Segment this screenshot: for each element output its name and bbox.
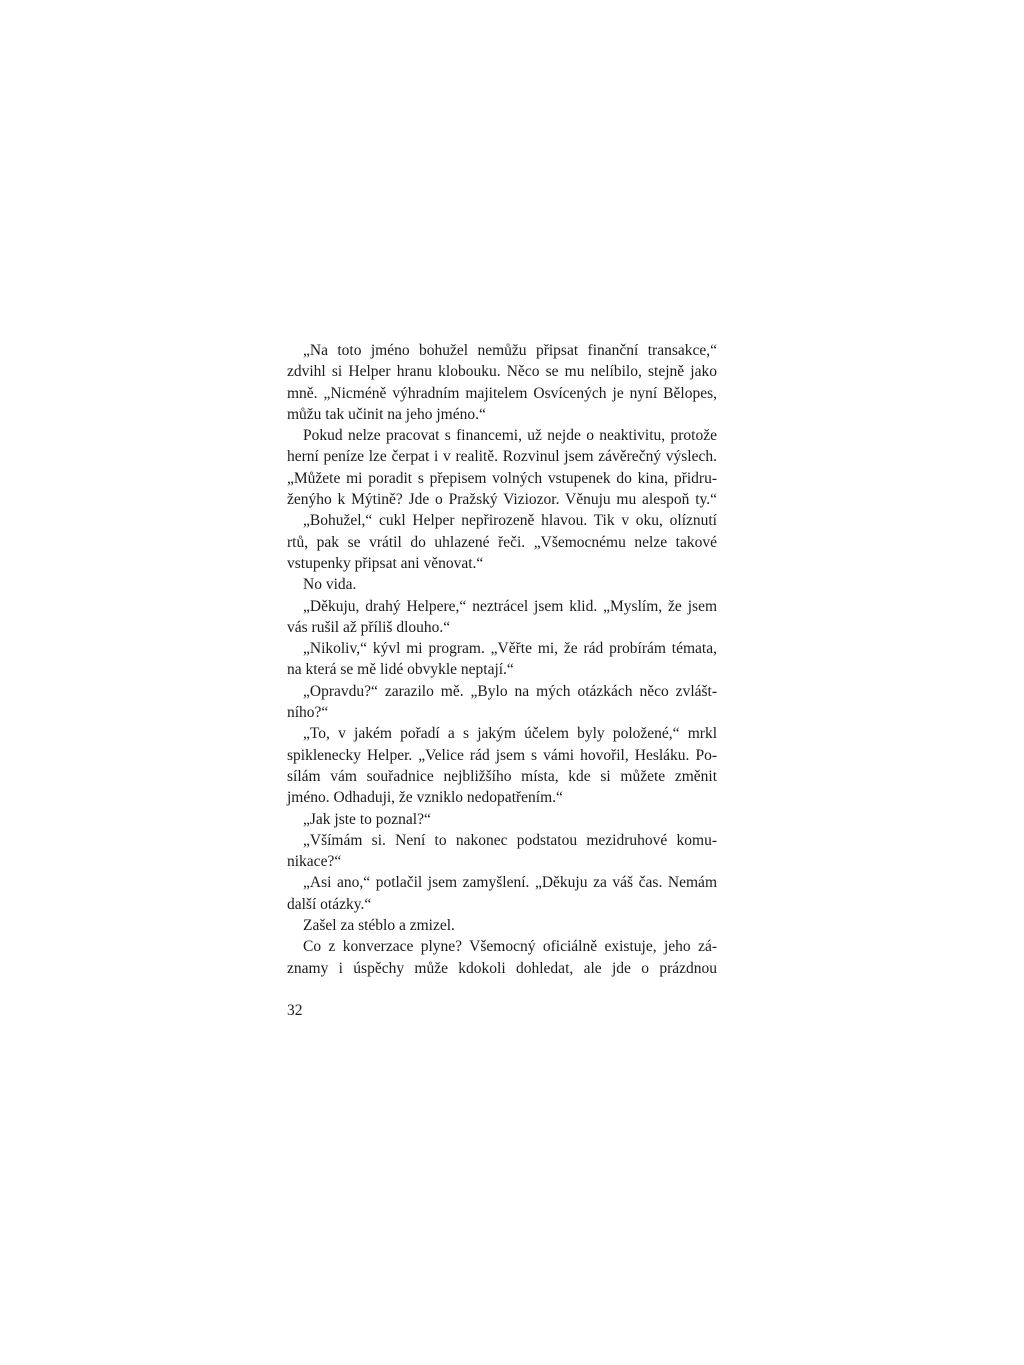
text-line: jméno. Odhaduji, že vzniklo nedopatřením.“ — [287, 789, 563, 807]
text-line: zdvihl si Helper hranu klobouku. Něco se mu nelíbilo, stejně jako — [287, 363, 717, 381]
text-line: mně. „Nicméně výhradním majitelem Osvícených je nyní Bělopes, — [287, 384, 717, 402]
text-line: vstupenky připsat ani věnovat.“ — [287, 554, 484, 572]
text-line: rtů, pak se vrátil do uhlazené řeči. „Všemocnému nelze takové — [287, 533, 717, 551]
text-line: na která se mě lidé obvykle neptají.“ — [287, 661, 514, 679]
text-line: sílám vám souřadnice nejbližšího místa, kde si můžete změnit — [287, 767, 717, 785]
text-line: Co z konverzace plyne? Všemocný oficiálně existuje, jeho zá- — [303, 938, 717, 956]
page-number: 32 — [287, 1002, 303, 1019]
text-line: Pokud nelze pracovat s financemi, už nejde o neaktivitu, protože — [303, 427, 717, 445]
text-line: „Nikoliv,“ kývl mi program. „Věřte mi, že rád probírám témata, — [303, 640, 717, 658]
text-line: „Děkuju, drahý Helpere,“ neztrácel jsem klid. „Myslím, že jsem — [303, 597, 717, 615]
text-line: „Asi ano,“ potlačil jsem zamyšlení. „Děkuju za váš čas. Nemám — [303, 874, 717, 892]
text-line: „Všímám si. Není to nakonec podstatou mezidruhové komu- — [303, 831, 717, 849]
body-text — [287, 340, 717, 979]
text-line: „Opravdu?“ zarazilo mě. „Bylo na mých otázkách něco zvlášt- — [303, 682, 717, 700]
text-line: další otázky.“ — [287, 895, 372, 913]
text-line: znamy i úspěchy může kdokoli dohledat, ale jde o prázdnou — [287, 959, 717, 977]
text-line: „Můžete mi poradit s přepisem volných vstupenek do kina, přidru- — [287, 469, 717, 487]
text-line: ního?“ — [287, 704, 329, 722]
text-line: můžu tak učinit na jeho jméno.“ — [287, 405, 486, 423]
text-line: herní peníze lze čerpat i v realitě. Rozvinul jsem závěrečný výslech. — [287, 448, 717, 466]
text-line: „Jak jste to poznal?“ — [303, 810, 431, 828]
text-line: ženýho k Mýtině? Jde o Pražský Viziozor. Věnuju mu alespoň ty.“ — [287, 491, 717, 509]
text-line: Zašel za stéblo a zmizel. — [303, 917, 455, 935]
text-line: „Na toto jméno bohužel nemůžu připsat finanční transakce,“ — [303, 342, 717, 359]
text-line: „Bohužel,“ cukl Helper nepřirozeně hlavou. Tik v oku, olíznutí — [303, 512, 717, 530]
text-line: „To, v jakém pořadí a s jakým účelem byly položené,“ mrkl — [303, 725, 717, 743]
text-line: nikace?“ — [287, 853, 342, 871]
text-line: spiklenecky Helper. „Velice rád jsem s vámi hovořil, Hesláku. Po- — [287, 746, 717, 764]
text-line: No vida. — [303, 576, 357, 594]
text-line: vás rušil až příliš dlouho.“ — [287, 618, 451, 636]
